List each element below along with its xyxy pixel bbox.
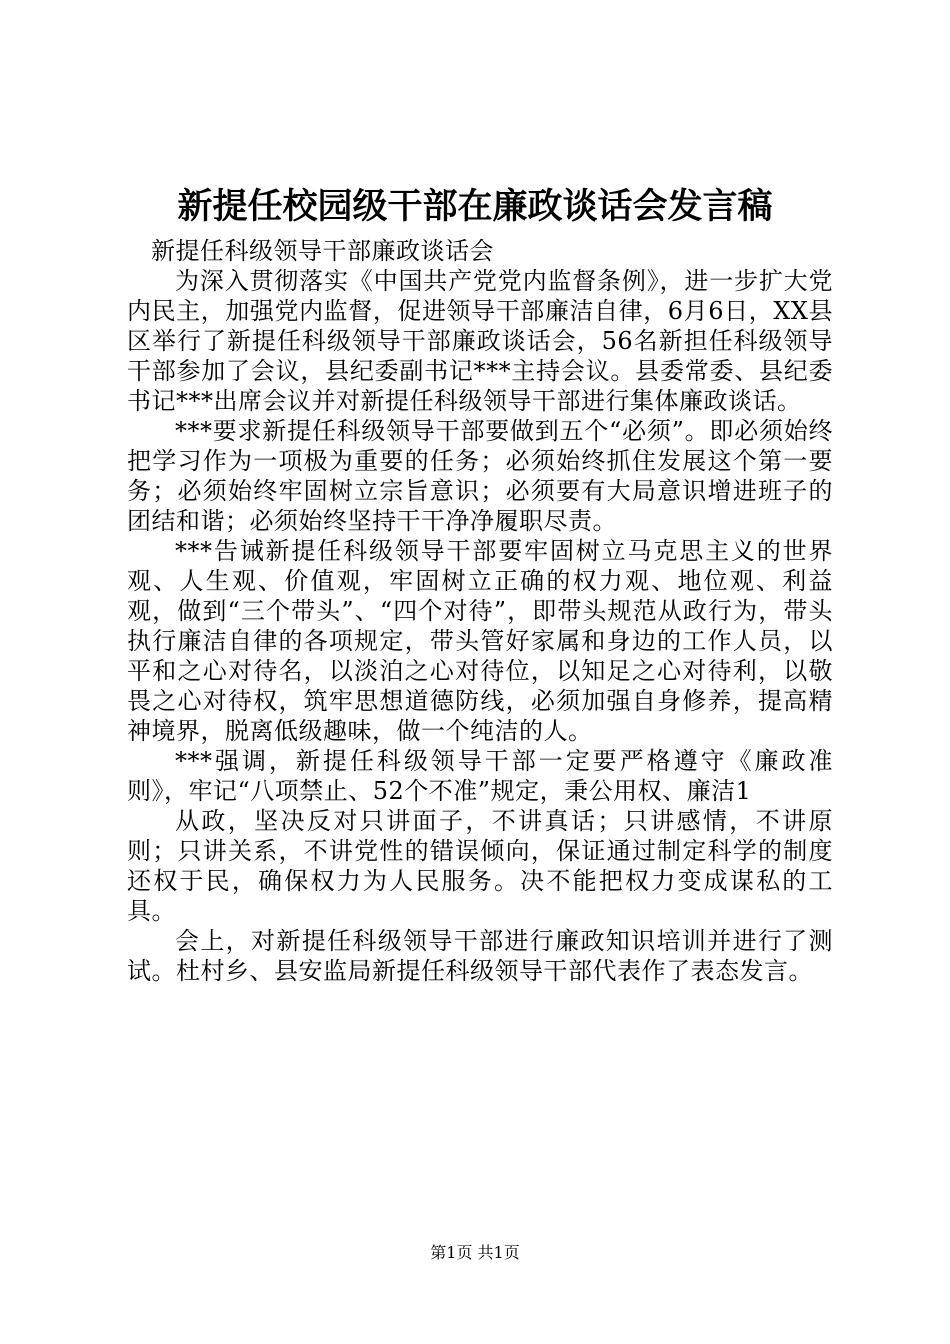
document-title: 新提任校园级干部在廉政谈话会发言稿 (177, 186, 773, 227)
paragraph-intro: 为深入贯彻落实《中国共产党党内监督条例》，进一步扩大党内民主，加强党内监督，促进领导干部廉洁自律，6月6日，XX县区举行了新提任科级领导干部廉政谈话会，56名新担任科级领导干部参加了会议，县纪委副书记***主持会议。县委常委、县纪委书记***出席会议并对新提任科级领导干部进行集体廉政谈话。 (127, 267, 833, 415)
document-body (127, 236, 833, 986)
paragraph-meeting: 会上，对新提任科级领导干部进行廉政知识培训并进行了测试。杜村乡、县安监局新提任科级领导干部代表作了表态发言。 (127, 927, 833, 985)
paragraph-subtitle: 新提任科级领导干部廉政谈话会 (151, 237, 494, 265)
page-footer: 第1页 共1页 (430, 1243, 520, 1262)
paragraph-emphasis: ***强调，新提任科级领导干部一定要严格遵守《廉政准则》，牢记“八项禁止、52个不准”规定，秉公用权、廉洁1 (127, 747, 833, 805)
paragraph-continuation: 从政，坚决反对只讲面子，不讲真话；只讲感情，不讲原则；只讲关系，不讲党性的错误倾向，保证通过制定科学的制度还权于民，确保权力为人民服务。决不能把权力变成谋私的工具。 (127, 807, 833, 925)
paragraph-requirements: ***要求新提任科级领导干部要做到五个“必须”。即必须始终把学习作为一项极为重要的任务；必须始终抓住发展这个第一要务；必须始终牢固树立宗旨意识；必须要有大局意识增进班子的团结和谐；必须始终坚持干干净净履职尽责。 (127, 417, 833, 535)
paragraph-admonition: ***告诫新提任科级领导干部要牢固树立马克思主义的世界观、人生观、价值观，牢固树立正确的权力观、地位观、利益观，做到“三个带头”、“四个对待”，即带头规范从政行为，带头执行廉洁自律的各项规定，带头管好家属和身边的工作人员，以平和之心对待名，以淡泊之心对待位，以知足之心对待利，以敬畏之心对待权，筑牢思想道德防线，必须加强自身修养，提高精神境界，脱离低级趣味，做一个纯洁的人。 (127, 537, 833, 745)
